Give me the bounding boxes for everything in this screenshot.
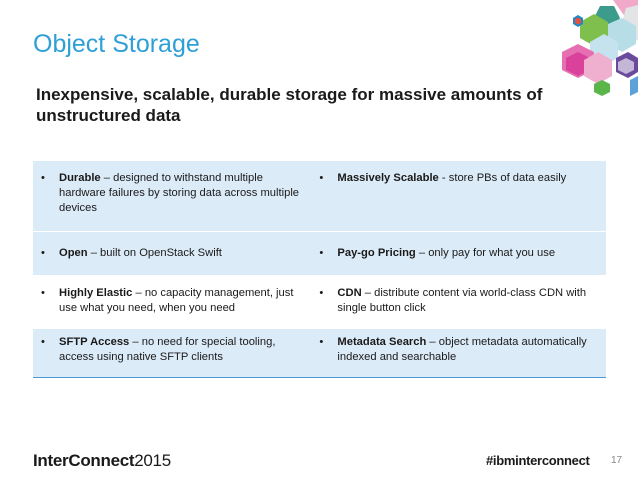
feature-description: – built on OpenStack Swift bbox=[87, 247, 222, 259]
feature-term: Metadata Search bbox=[337, 336, 427, 348]
hashtag: #ibminterconnect bbox=[486, 453, 590, 468]
bullet: • bbox=[319, 287, 324, 299]
table-cell bbox=[311, 232, 606, 276]
feature-term: Massively Scalable bbox=[337, 172, 439, 184]
slide-subtitle: Inexpensive, scalable, durable storage for massive amounts of unstructured data bbox=[36, 85, 543, 125]
table-cell bbox=[311, 276, 606, 329]
bullet: • bbox=[319, 247, 324, 259]
feature-description: – distribute content via world-class CDN with single button click bbox=[337, 287, 587, 314]
feature-term: Open bbox=[59, 247, 88, 259]
table-row bbox=[33, 276, 606, 329]
bullet: • bbox=[41, 336, 45, 348]
bullet: • bbox=[319, 172, 324, 184]
feature-term: Pay-go Pricing bbox=[337, 247, 416, 259]
bullet: • bbox=[41, 247, 45, 259]
bullet: • bbox=[319, 336, 324, 348]
logo-year: 2015 bbox=[134, 451, 171, 470]
page-number: 17 bbox=[611, 455, 623, 466]
feature-description: – only pay for what you use bbox=[415, 247, 556, 259]
feature-description: – no capacity management, just use what you need, when you need bbox=[59, 287, 294, 314]
table-cell bbox=[311, 329, 606, 378]
table-cell bbox=[33, 232, 311, 276]
table-cell bbox=[33, 161, 311, 232]
feature-term: Highly Elastic bbox=[59, 287, 133, 299]
table-row bbox=[33, 329, 606, 378]
feature-description: – object metadata automatically indexed and searchable bbox=[337, 336, 587, 363]
slide-title: Object Storage bbox=[33, 30, 200, 58]
feature-table bbox=[33, 161, 606, 378]
bullet: • bbox=[41, 287, 45, 299]
feature-description: – designed to withstand multiple hardware failures by storing data across multiple devices bbox=[59, 172, 300, 214]
bullet: • bbox=[41, 172, 45, 184]
feature-term: Durable bbox=[59, 172, 101, 184]
logo-brand: InterConnect bbox=[33, 451, 135, 470]
feature-term: CDN bbox=[337, 287, 362, 299]
table-cell bbox=[33, 329, 311, 378]
feature-term: SFTP Access bbox=[59, 336, 130, 348]
feature-description: – no need for special tooling, access using native SFTP clients bbox=[59, 336, 276, 363]
table-row bbox=[33, 232, 606, 276]
table-cell bbox=[33, 276, 311, 329]
table-cell bbox=[311, 161, 606, 232]
feature-description: - store PBs of data easily bbox=[438, 172, 567, 184]
interconnect-logo bbox=[33, 451, 171, 471]
table-row bbox=[33, 161, 606, 232]
